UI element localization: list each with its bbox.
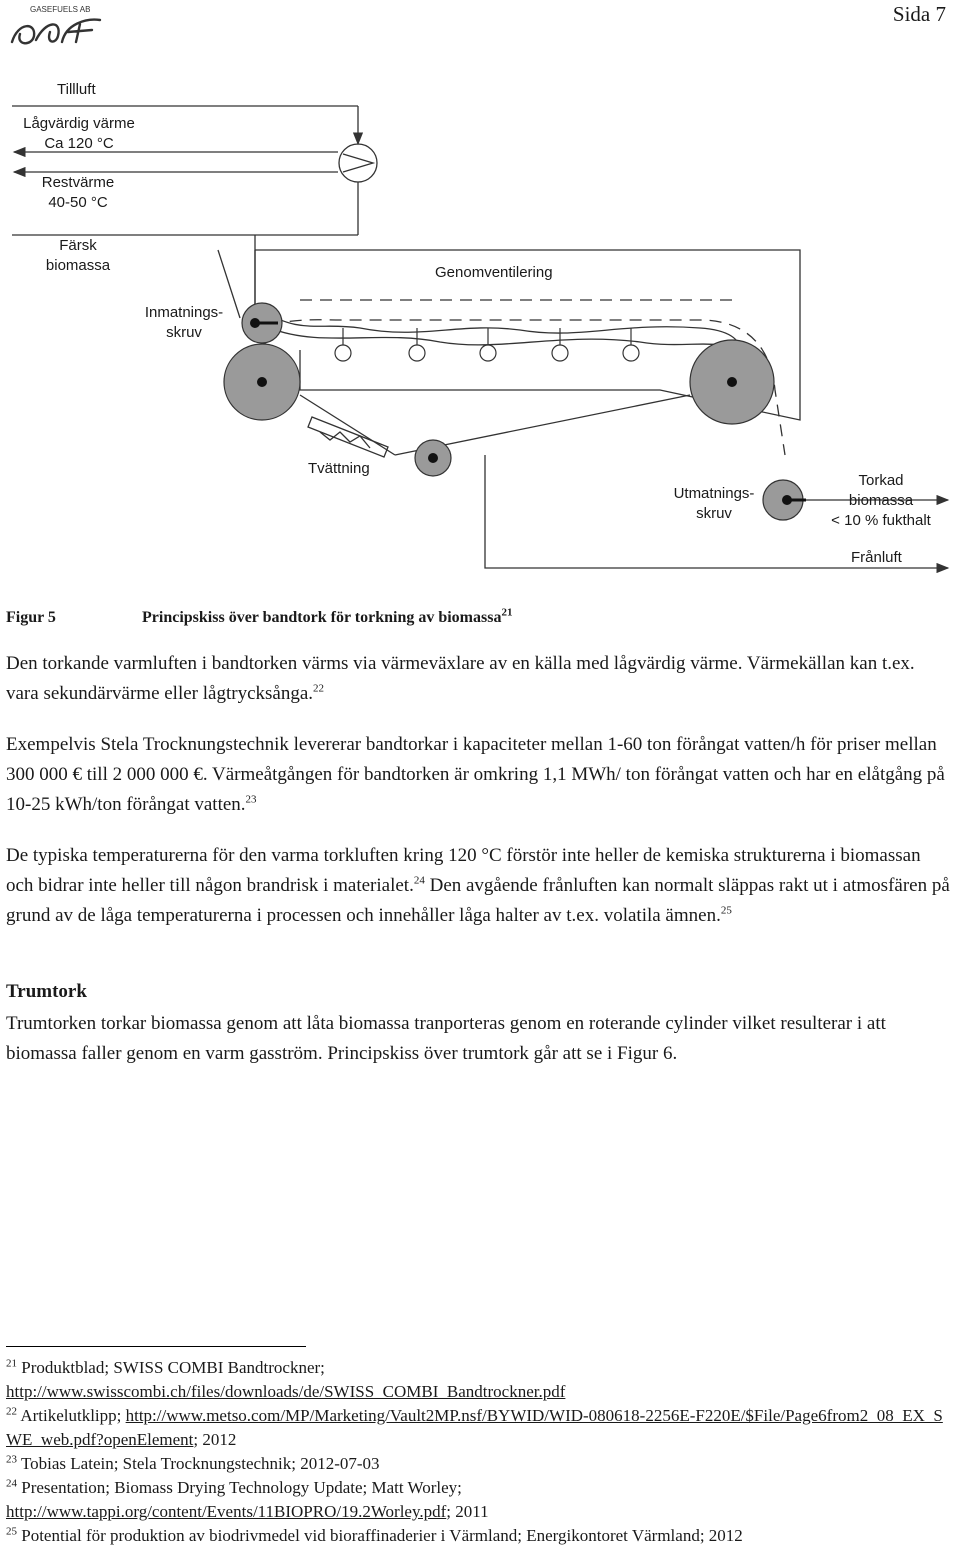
label-inmatning-line2: skruv [166,324,202,341]
paragraph-stela-text: Exempelvis Stela Trocknungstechnik levererar bandtorkar i kapaciteter mellan 1-60 ton förångat vatten/h för priser mellan 300 000 € till 2 000 000 €. Värmeåtgången för bandtorken är omkring 1,1 MWh/ ton förångat vatten och har en elåtgång på 10-25 kWh/ton förångat vatten. [6,734,945,815]
footnote-text: Presentation; Biomass Drying Technology Update; Matt Worley; [21,1478,462,1497]
label-restvarme-line2: 40-50 °C [48,194,108,211]
paragraph-temperaturer-text-a: De typiska temperaturerna för den varma torkluften kring 120 °C förstör inte heller de kemiska strukturerna i biomassan och bidrar inte heller till någon brandrisk i materialet. [6,845,921,896]
label-restvarme-line1: Restvärme [41,174,115,191]
label-farsk-line2: biomassa [45,257,111,274]
label-utmatning-line2: skruv [696,505,732,522]
footnote-link[interactable]: http://www.metso.com/MP/Marketing/Vault2MP.nsf/BYWID/WID-080618-2256E-F220E/$File/Page6from2_08_EX_SWE_web.pdf?openElement [6,1406,943,1449]
footnote-25 [6,1524,951,1548]
paragraph-varmluft-text: Den torkande varmluften i bandtorken värms via värmeväxlare av en källa med lågvärdig värme. Värmekällan kan t.ex. vara sekundärvärme eller lågtrycksånga. [6,653,915,704]
footnote-number: 25 [6,1525,17,1538]
company-logo [6,2,106,52]
paragraph-trumtork: Trumtorken torkar biomassa genom att låta biomassa tranporteras genom en roterande cylinder vilket resulterar i att biomassa faller genom en varm gasström. Principskiss över trumtork går att se i Figur 6. [6,1013,886,1064]
footnote-text: Potential för produktion av biodrivmedel vid bioraffinaderier i Värmland; Energikontoret Värmland; 2012 [21,1526,743,1545]
paragraph-stela [6,730,951,820]
footnote-ref-22[interactable]: 22 [313,682,325,695]
footnote-text: Tobias Latein; Stela Trocknungstechnik; 2012-07-03 [20,1454,380,1473]
footnote-21 [6,1356,951,1404]
footnote-text: Artikelutklipp; [20,1406,122,1425]
label-genomventilering: Genomventilering [435,264,553,281]
footnote-ref-23[interactable]: 23 [245,793,257,806]
figure-number: Figur 5 [6,609,56,626]
label-franluft: Frånluft [851,549,902,566]
logo-text: GASEFUELS AB [30,5,91,14]
label-utmatning-line1: Utmatnings- [673,485,755,502]
footnote-link[interactable]: http://www.swisscombi.ch/files/downloads/de/SWISS_COMBI_Bandtrockner.pdf [6,1382,566,1401]
footnote-ref-25[interactable]: 25 [720,904,732,917]
footnote-separator [6,1346,306,1347]
label-torkad-line1: Torkad [858,472,904,489]
label-torkad-line3: < 10 % fukthalt [831,512,931,529]
label-restvarme [28,173,128,213]
label-lagvardig-line1: Lågvärdig värme [23,115,135,132]
page-number: Sida 7 [892,2,946,26]
footnote-22 [6,1404,951,1452]
bandtork-diagram [0,60,960,580]
label-torkad-biomassa [820,471,942,531]
footnote-ref-24[interactable]: 24 [413,874,425,887]
footnote-number: 21 [6,1357,17,1370]
label-farsk-line1: Färsk [59,237,97,254]
footnotes [6,1356,951,1548]
footnote-suffix: ; 2011 [446,1502,489,1521]
footnote-number: 22 [6,1405,17,1418]
footnote-23 [6,1452,951,1476]
label-tvattning: Tvättning [308,460,370,477]
label-farsk-biomassa [38,236,118,276]
label-lagvardig-line2: Ca 120 °C [44,135,114,152]
paragraph-temperaturer [6,841,951,931]
paragraph-temperaturer-text-b: Den avgående frånluften kan normalt släppas rakt ut i atmosfären på grund av de låga temperaturerna i processen och innehåller låga halter av t.ex. volatila ämnen. [6,875,950,926]
label-torkad-line2: biomassa [848,492,914,509]
footnote-24 [6,1476,951,1524]
figure-title-text: Principskiss över bandtork för torkning av biomassa [142,609,502,626]
label-inmatning-line1: Inmatnings- [144,304,224,321]
footnote-text: Produktblad; SWISS COMBI Bandtrockner; [21,1358,325,1377]
footnote-suffix: ; 2012 [193,1430,237,1449]
label-tillluft: Tillluft [57,81,96,98]
footnote-number: 23 [6,1453,17,1466]
footnote-ref-21[interactable]: 21 [501,606,513,619]
label-lagvardig-varme [18,114,140,154]
label-utmatningsskruv [666,484,762,524]
figure-title [142,606,513,627]
footnote-link[interactable]: http://www.tappi.org/content/Events/11BIOPRO/19.2Worley.pdf [6,1502,447,1521]
section-heading-trumtork: Trumtork [6,981,87,1002]
footnote-number: 24 [6,1477,17,1490]
label-inmatningsskruv [136,303,232,343]
paragraph-varmluft [6,649,951,709]
